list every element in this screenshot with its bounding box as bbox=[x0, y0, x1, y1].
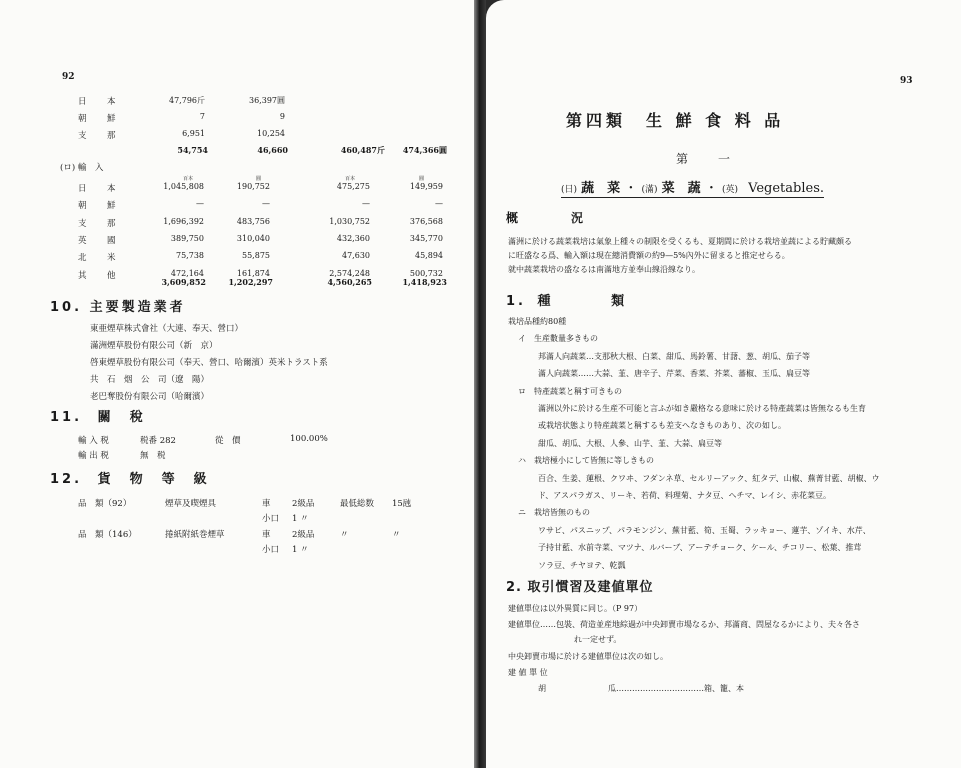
grade-cell: 品 類（92） bbox=[78, 499, 132, 509]
total-cell: 474,366圓 bbox=[402, 145, 447, 155]
table-cell: 55,875 bbox=[242, 251, 270, 260]
list-line: ソラ豆、チヤヨテ、乾瓢 bbox=[538, 561, 626, 570]
table-row-label: 其 他 bbox=[78, 271, 122, 281]
grade-cell: 〃 bbox=[392, 530, 401, 540]
heading-dot-2: ・ bbox=[704, 181, 718, 196]
tariff-cell: 税番 282 bbox=[140, 436, 176, 446]
chapter-title: 第四類 生 鮮 食 料 品 bbox=[566, 111, 785, 130]
grade-cell: 煙草及喫煙具 bbox=[165, 499, 217, 509]
list-line: 建値單位は以外異質に同じ。（P 97） bbox=[508, 604, 643, 613]
table-cell: 310,040 bbox=[236, 234, 270, 243]
paragraph-line: に旺盛なる爲、輸入額は現在總消費額の約9—5%內外に留まると推定せらる。 bbox=[508, 251, 790, 260]
table-row-label: 朝 鮮 bbox=[78, 114, 122, 124]
table-cell: 45,894 bbox=[415, 251, 443, 260]
table-cell: 483,756 bbox=[236, 217, 270, 226]
grade-cell: 15瓲 bbox=[392, 499, 412, 509]
table-cell: 500,732 bbox=[409, 269, 443, 278]
heading-prefix-jp: (日) bbox=[561, 185, 578, 195]
table-cell: 2,574,248 bbox=[329, 269, 370, 278]
heading-prefix-man: (滿) bbox=[641, 185, 658, 195]
table-row-label: 朝 鮮 bbox=[78, 201, 122, 211]
list-line: れ一定せず。 bbox=[574, 635, 622, 644]
import-unit-1: 百本 bbox=[183, 176, 194, 182]
table-cell: 36,397圓 bbox=[249, 96, 285, 105]
table-row-label: 支 那 bbox=[78, 219, 122, 229]
tariff-cell: 輸 出 税 bbox=[78, 451, 109, 461]
import-label: (ロ) 輸 入 bbox=[60, 163, 104, 173]
section-11-number: 11. bbox=[50, 410, 83, 425]
heading-word-man: 菜 蔬 bbox=[661, 181, 701, 196]
list-line: ワサビ、パスニップ、パラモンジン、蕪甘藍、筍、玉蜀、ラッキョー、蓮芋、ゾイキ、水芹、 bbox=[538, 526, 871, 535]
manufacturer-item: 啓東煙草股份有限公司（奉天、營口、哈爾濱）英米トラスト系 bbox=[90, 358, 328, 368]
table-cell: 9 bbox=[279, 112, 285, 121]
section-1-title-a: 種 bbox=[537, 294, 554, 309]
table-cell: 161,874 bbox=[236, 269, 270, 278]
section-1-title-b: 類 bbox=[611, 294, 628, 309]
tariff-cell: 從 價 bbox=[215, 436, 241, 446]
grade-cell: 1 〃 bbox=[292, 545, 309, 555]
grade-cell: 2級品 bbox=[292, 530, 315, 540]
list-line: 子持甘藍、水前寺菜、マツナ、ルバーブ、アーテチョーク、ケール、チコリー、松葉、推茸 bbox=[538, 543, 862, 552]
list-line: 栽培品種約80種 bbox=[508, 317, 567, 326]
total-cell: 3,609,852 bbox=[161, 277, 206, 287]
total-cell: 460,487斤 bbox=[340, 145, 385, 155]
list-line: 中央卸賣市場に於ける建値單位は次の如し。 bbox=[508, 652, 668, 661]
section-10-number: 10. bbox=[50, 300, 83, 315]
right-page bbox=[486, 0, 961, 768]
total-cell: 1,202,297 bbox=[228, 277, 273, 287]
manufacturer-item: 老巴奪股份有限公司（哈爾濱） bbox=[90, 392, 210, 402]
grade-cell: 車 bbox=[262, 499, 271, 509]
table-cell: 10,254 bbox=[257, 129, 285, 138]
page-number-left: 92 bbox=[62, 72, 75, 82]
list-line: 建値單位……包裝、荷造並産地綜過が中央卸賣市場なるか、邦滿商、問屋なるかにより、夫々各さ bbox=[508, 620, 860, 629]
section-10-title: 主要製造業者 bbox=[89, 300, 186, 315]
table-cell: — bbox=[262, 199, 270, 208]
heading-dot-1: ・ bbox=[624, 181, 638, 196]
heading-word-jp: 蔬 菜 bbox=[581, 181, 621, 196]
table-cell: 75,738 bbox=[176, 251, 204, 260]
chapter-subtitle: 第 一 bbox=[676, 152, 733, 166]
table-cell: 1,045,808 bbox=[163, 182, 204, 191]
table-cell: 7 bbox=[199, 112, 205, 121]
tariff-cell: 100.00% bbox=[290, 434, 328, 444]
manufacturer-item: 滿洲煙草股份有限公司（新 京） bbox=[90, 341, 218, 351]
table-row-label: 日 本 bbox=[78, 184, 122, 194]
list-line: イ 生産數量多きもの bbox=[518, 334, 598, 343]
list-line: 百合、生姜、蓮根、クワヰ、フダンネ草、セルリーアック、紅タデ、山椒、蕪菁甘藍、胡椒、ウ bbox=[538, 474, 880, 483]
list-line: ド、アスパラガス、リーキ、若荷、料理菊、ナタ豆、ヘチマ、レイシ、赤花菜豆。 bbox=[538, 491, 831, 500]
table-cell: 149,959 bbox=[409, 182, 443, 191]
list-line: 滿人向蔬菜……大蒜、韮、唐辛子、芹菜、香菜、芥菜、蕃椒、玉瓜、扁豆等 bbox=[538, 369, 810, 378]
table-cell: 472,164 bbox=[170, 269, 204, 278]
import-unit-3: 百本 bbox=[345, 176, 356, 182]
section-12-number: 12. bbox=[50, 472, 83, 487]
section-10-heading bbox=[50, 296, 186, 315]
paragraph-line: 就中蔬菜栽培の盛なるは南滿地方並奉山線沿線なり。 bbox=[508, 265, 700, 274]
import-unit-4: 圓 bbox=[419, 176, 425, 182]
list-line: 或栽培状態より特産蔬菜と稱するも差支へなきものあり、次の如し。 bbox=[538, 421, 786, 430]
gaikyo-heading-b: 況 bbox=[571, 211, 584, 225]
book-spine bbox=[474, 0, 486, 768]
grade-cell: 小口 bbox=[262, 514, 280, 524]
grade-cell: 捲紙附紙巻煙草 bbox=[165, 530, 225, 540]
heading-word-en: Vegetables. bbox=[748, 181, 824, 196]
total-cell: 1,418,923 bbox=[402, 277, 447, 287]
grade-cell: 車 bbox=[262, 530, 271, 540]
paragraph-line: 滿洲に於ける蔬菜栽培は氣象上種々の制限を受くるも、夏期間に於ける栽培並蔬による貯藏頗る bbox=[508, 237, 852, 246]
list-line: 邦滿人向蔬菜…支那秋大根、白菜、甜瓜、馬鈴薯、甘藷、葱、胡瓜、茄子等 bbox=[538, 352, 810, 361]
table-row-label: 英 國 bbox=[78, 236, 122, 246]
grade-cell: 2級品 bbox=[292, 499, 315, 509]
table-cell: 389,750 bbox=[170, 234, 204, 243]
last-line-b: 瓜……………………………箱、籠、本 bbox=[608, 684, 744, 693]
list-line: ハ 栽培極小にして皆無に等しきもの bbox=[518, 456, 654, 465]
table-cell: 345,770 bbox=[409, 234, 443, 243]
manufacturer-item: 東亜煙草株式會社（大連、奉天、營口） bbox=[90, 324, 244, 334]
list-line: ニ 栽培皆無のもの bbox=[518, 508, 590, 517]
table-row-label: 北 米 bbox=[78, 253, 122, 263]
import-unit-2: 圓 bbox=[256, 176, 262, 182]
list-line: 甜瓜、胡瓜、大根、人參、山芋、韮、大蒜、扁豆等 bbox=[538, 439, 722, 448]
section-1-heading bbox=[506, 290, 627, 309]
table-cell: — bbox=[196, 199, 204, 208]
grade-cell: 〃 bbox=[340, 530, 349, 540]
last-line-a: 胡 bbox=[538, 684, 546, 693]
section-2-heading bbox=[506, 576, 654, 595]
table-cell: 47,796斤 bbox=[169, 96, 205, 105]
section-11-heading bbox=[50, 406, 146, 425]
page-number-right: 93 bbox=[900, 76, 913, 86]
list-line: ロ 特產蔬菜と稱す可きもの bbox=[518, 387, 622, 396]
section-12-title: 貨 物 等 級 bbox=[97, 472, 210, 487]
table-cell: 47,630 bbox=[342, 251, 370, 260]
section-2-title: 取引慣習及建値單位 bbox=[527, 580, 654, 595]
table-cell: 1,696,392 bbox=[163, 217, 204, 226]
grade-cell: 1 〃 bbox=[292, 514, 309, 524]
table-cell: 1,030,752 bbox=[329, 217, 370, 226]
list-line: 滿洲以外に於ける生産不可能と言ふが如き嚴格なる意味に於ける特產蔬菜は皆無なるも生育 bbox=[538, 404, 866, 413]
table-cell: — bbox=[435, 199, 443, 208]
grade-cell: 最低総数 bbox=[340, 499, 375, 509]
table-cell: 432,360 bbox=[336, 234, 370, 243]
table-row-label: 日 本 bbox=[78, 97, 122, 107]
tariff-cell: 輸 入 税 bbox=[78, 436, 109, 446]
grade-cell: 小口 bbox=[262, 545, 280, 555]
grade-cell: 品 類（146） bbox=[78, 530, 137, 540]
section-11-title: 關 稅 bbox=[97, 410, 146, 425]
table-cell: — bbox=[362, 199, 370, 208]
section-12-heading bbox=[50, 468, 210, 487]
list-line: 建 値 單 位 bbox=[508, 668, 548, 677]
total-cell: 4,560,265 bbox=[327, 277, 372, 287]
left-page bbox=[0, 0, 474, 768]
vegetables-heading bbox=[561, 177, 824, 198]
tariff-cell: 無 税 bbox=[140, 451, 166, 461]
total-cell: 46,660 bbox=[257, 145, 288, 155]
total-cell: 54,754 bbox=[177, 145, 208, 155]
gaikyo-heading-a: 概 bbox=[506, 211, 519, 225]
section-1-number: 1. bbox=[506, 294, 526, 309]
table-cell: 190,752 bbox=[236, 182, 270, 191]
table-row-label: 支 那 bbox=[78, 131, 122, 141]
table-cell: 376,568 bbox=[409, 217, 443, 226]
table-cell: 475,275 bbox=[336, 182, 370, 191]
table-cell: 6,951 bbox=[182, 129, 205, 138]
manufacturer-item: 共 石 烟 公 司（遼 陽） bbox=[90, 375, 210, 385]
section-2-number: 2. bbox=[506, 580, 522, 595]
heading-prefix-en: (英) bbox=[721, 185, 738, 195]
